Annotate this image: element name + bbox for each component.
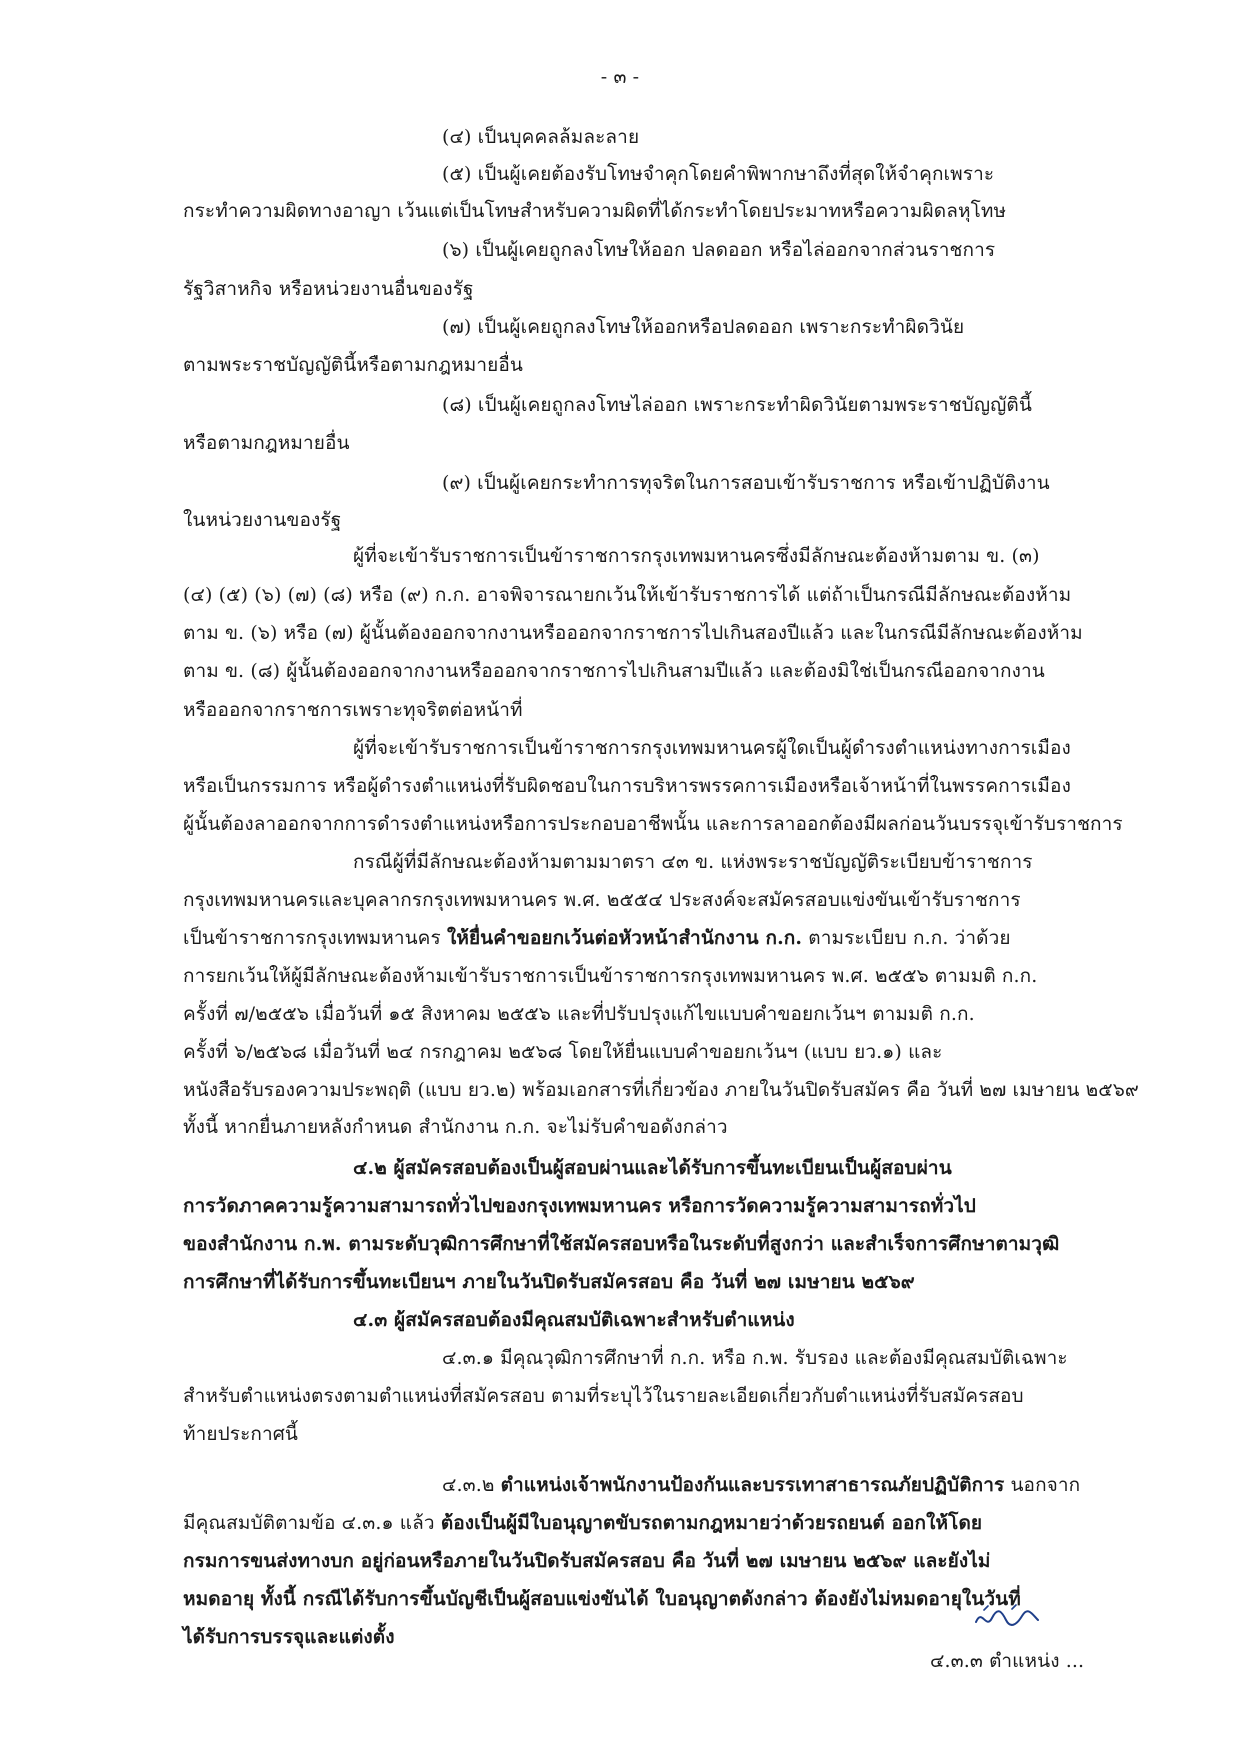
- section-4-2-line-3: ของสำนักงาน ก.พ. ตามระดับวุฒิการศึกษาที่ใช้สมัครสอบหรือในระดับที่สูงกว่า และสำเร็จการศึกษาตามวุฒิ: [183, 1233, 1060, 1255]
- section-4-3-heading: ๔.๓ ผู้สมัครสอบต้องมีคุณสมบัติเฉพาะสำหรับตำแหน่ง: [353, 1309, 795, 1331]
- initials-signature: [972, 1600, 1042, 1634]
- paragraph-political-line-3: ผู้นั้นต้องลาออกจากการดำรงตำแหน่งหรือการประกอบอาชีพนั้น และการลาออกต้องมีผลก่อนวันบรรจุเข้ารับราชการ: [183, 813, 1123, 835]
- paragraph-section43-line-1: กรณีผู้ที่มีลักษณะต้องห้ามตามมาตรา ๔๓ ข. แห่งพระราชบัญญัติระเบียบข้าราชการ: [353, 851, 1033, 873]
- item-4: (๔) เป็นบุคคลล้มละลาย: [442, 126, 640, 148]
- paragraph-exemption-line-3: ตาม ข. (๖) หรือ (๗) ผู้นั้นต้องออกจากงานหรือออกจากราชการไปเกินสองปีแล้ว และในกรณีมีลักษณะต้องห้าม: [183, 622, 1083, 644]
- section-4-2-line-1: ๔.๒ ผู้สมัครสอบต้องเป็นผู้สอบผ่านและได้รับการขึ้นทะเบียนเป็นผู้สอบผ่าน: [353, 1157, 952, 1179]
- paragraph-section43-line-5: ครั้งที่ ๗/๒๕๕๖ เมื่อวันที่ ๑๕ สิงหาคม ๒๕๕๖ และที่ปรับปรุงแก้ไขแบบคำขอยกเว้นฯ ตามมติ ก.ก.: [183, 1003, 975, 1025]
- section-4-3-1-line-1: ๔.๓.๑ มีคุณวุฒิการศึกษาที่ ก.ก. หรือ ก.พ. รับรอง และต้องมีคุณสมบัติเฉพาะ: [442, 1347, 1068, 1369]
- page-number: - ๓ -: [600, 66, 640, 88]
- item-8-cont: หรือตามกฎหมายอื่น: [183, 432, 350, 454]
- paragraph-section43-line-6: ครั้งที่ ๖/๒๕๖๘ เมื่อวันที่ ๒๔ กรกฎาคม ๒๕๖๘ โดยให้ยื่นแบบคำขอยกเว้นฯ (แบบ ยว.๑) และ: [183, 1041, 943, 1063]
- paragraph-section43-line-7: หนังสือรับรองความประพฤติ (แบบ ยว.๒) พร้อมเอกสารที่เกี่ยวข้อง ภายในวันปิดรับสมัคร คือ วันที่ ๒๗ เมษายน ๒๕๖๙: [183, 1079, 1139, 1101]
- paragraph-exemption-line-2: (๔) (๕) (๖) (๗) (๘) หรือ (๙) ก.ก. อาจพิจารณายกเว้นให้เข้ารับราชการได้ แต่ถ้าเป็นกรณีมีลักษณะต้องห้าม: [183, 584, 1072, 606]
- item-9-cont: ในหน่วยงานของรัฐ: [183, 509, 342, 531]
- item-5-cont: กระทำความผิดทางอาญา เว้นแต่เป็นโทษสำหรับความผิดที่ได้กระทำโดยประมาทหรือความผิดลหุโทษ: [183, 200, 1007, 222]
- paragraph-section43-line-2: กรุงเทพมหานครและบุคลากรกรุงเทพมหานคร พ.ศ. ๒๕๕๔ ประสงค์จะสมัครสอบแข่งขันเข้ารับราชการ: [183, 889, 1021, 911]
- paragraph-exemption-line-4: ตาม ข. (๘) ผู้นั้นต้องออกจากงานหรือออกจากราชการไปเกินสามปีแล้ว และต้องมิใช่เป็นกรณีออกจากงาน: [183, 660, 1045, 682]
- item-9: (๙) เป็นผู้เคยกระทำการทุจริตในการสอบเข้ารับราชการ หรือเข้าปฏิบัติงาน: [442, 472, 1050, 494]
- paragraph-section43-line-3: เป็นข้าราชการกรุงเทพมหานคร ให้ยื่นคำขอยกเว้นต่อหัวหน้าสำนักงาน ก.ก. ตามระเบียบ ก.ก. ว่าด้วย: [183, 927, 1011, 949]
- paragraph-exemption-line-1: ผู้ที่จะเข้ารับราชการเป็นข้าราชการกรุงเทพมหานครซึ่งมีลักษณะต้องห้ามตาม ข. (๓): [353, 545, 1040, 567]
- paragraph-political-line-2: หรือเป็นกรรมการ หรือผู้ดำรงตำแหน่งที่รับผิดชอบในการบริหารพรรคการเมืองหรือเจ้าหน้าที่ในพรรคการเมือง: [183, 775, 1071, 797]
- paragraph-exemption-line-5: หรือออกจากราชการเพราะทุจริตต่อหน้าที่: [183, 699, 523, 721]
- section-4-3-2-line-1: ๔.๓.๒ ตำแหน่งเจ้าพนักงานป้องกันและบรรเทาสาธารณภัยปฏิบัติการ นอกจาก: [442, 1474, 1081, 1496]
- section-4-3-1-line-2: สำหรับตำแหน่งตรงตามตำแหน่งที่สมัครสอบ ตามที่ระบุไว้ในรายละเอียดเกี่ยวกับตำแหน่งที่รับสมัครสอบ: [183, 1385, 1024, 1407]
- paragraph-section43-line-4: การยกเว้นให้ผู้มีลักษณะต้องห้ามเข้ารับราชการเป็นข้าราชการกรุงเทพมหานคร พ.ศ. ๒๕๕๖ ตามมติ ก.ก.: [183, 965, 1038, 987]
- section-4-3-2-line-3: กรมการขนส่งทางบก อยู่ก่อนหรือภายในวันปิดรับสมัครสอบ คือ วันที่ ๒๗ เมษายน ๒๕๖๙ และยังไม่: [183, 1550, 991, 1572]
- item-6-cont: รัฐวิสาหกิจ หรือหน่วยงานอื่นของรัฐ: [183, 278, 474, 300]
- item-7: (๗) เป็นผู้เคยถูกลงโทษให้ออกหรือปลดออก เพราะกระทำผิดวินัย: [442, 316, 965, 338]
- item-6: (๖) เป็นผู้เคยถูกลงโทษให้ออก ปลดออก หรือไล่ออกจากส่วนราชการ: [442, 239, 996, 261]
- footer-continuation: ๔.๓.๓ ตำแหน่ง ...: [930, 1650, 1085, 1672]
- paragraph-section43-line-8: ทั้งนี้ หากยื่นภายหลังกำหนด สำนักงาน ก.ก. จะไม่รับคำขอดังกล่าว: [183, 1116, 728, 1138]
- section-4-3-2-line-2: มีคุณสมบัติตามข้อ ๔.๓.๑ แล้ว ต้องเป็นผู้มีใบอนุญาตขับรถตามกฎหมายว่าด้วยรถยนต์ ออกให้โดย: [183, 1512, 983, 1534]
- section-4-3-2-line-4: หมดอายุ ทั้งนี้ กรณีได้รับการขึ้นบัญชีเป็นผู้สอบแข่งขันได้ ใบอนุญาตดังกล่าว ต้องยังไม่หมดอายุในวันที่: [183, 1588, 1021, 1610]
- item-8: (๘) เป็นผู้เคยถูกลงโทษไล่ออก เพราะกระทำผิดวินัยตามพระราชบัญญัตินี้: [442, 394, 1032, 416]
- section-4-2-line-2: การวัดภาคความรู้ความสามารถทั่วไปของกรุงเทพมหานคร หรือการวัดความรู้ความสามารถทั่วไป: [183, 1195, 976, 1217]
- paragraph-political-line-1: ผู้ที่จะเข้ารับราชการเป็นข้าราชการกรุงเทพมหานครผู้ใดเป็นผู้ดำรงตำแหน่งทางการเมือง: [353, 737, 1071, 759]
- section-4-3-2-line-5: ได้รับการบรรจุและแต่งตั้ง: [183, 1626, 395, 1648]
- item-7-cont: ตามพระราชบัญญัตินี้หรือตามกฎหมายอื่น: [183, 354, 523, 376]
- section-4-3-1-line-3: ท้ายประกาศนี้: [183, 1423, 299, 1445]
- item-5: (๕) เป็นผู้เคยต้องรับโทษจำคุกโดยคำพิพากษาถึงที่สุดให้จำคุกเพราะ: [442, 163, 995, 185]
- section-4-2-line-4: การศึกษาที่ได้รับการขึ้นทะเบียนฯ ภายในวันปิดรับสมัครสอบ คือ วันที่ ๒๗ เมษายน ๒๕๖๙: [183, 1271, 915, 1293]
